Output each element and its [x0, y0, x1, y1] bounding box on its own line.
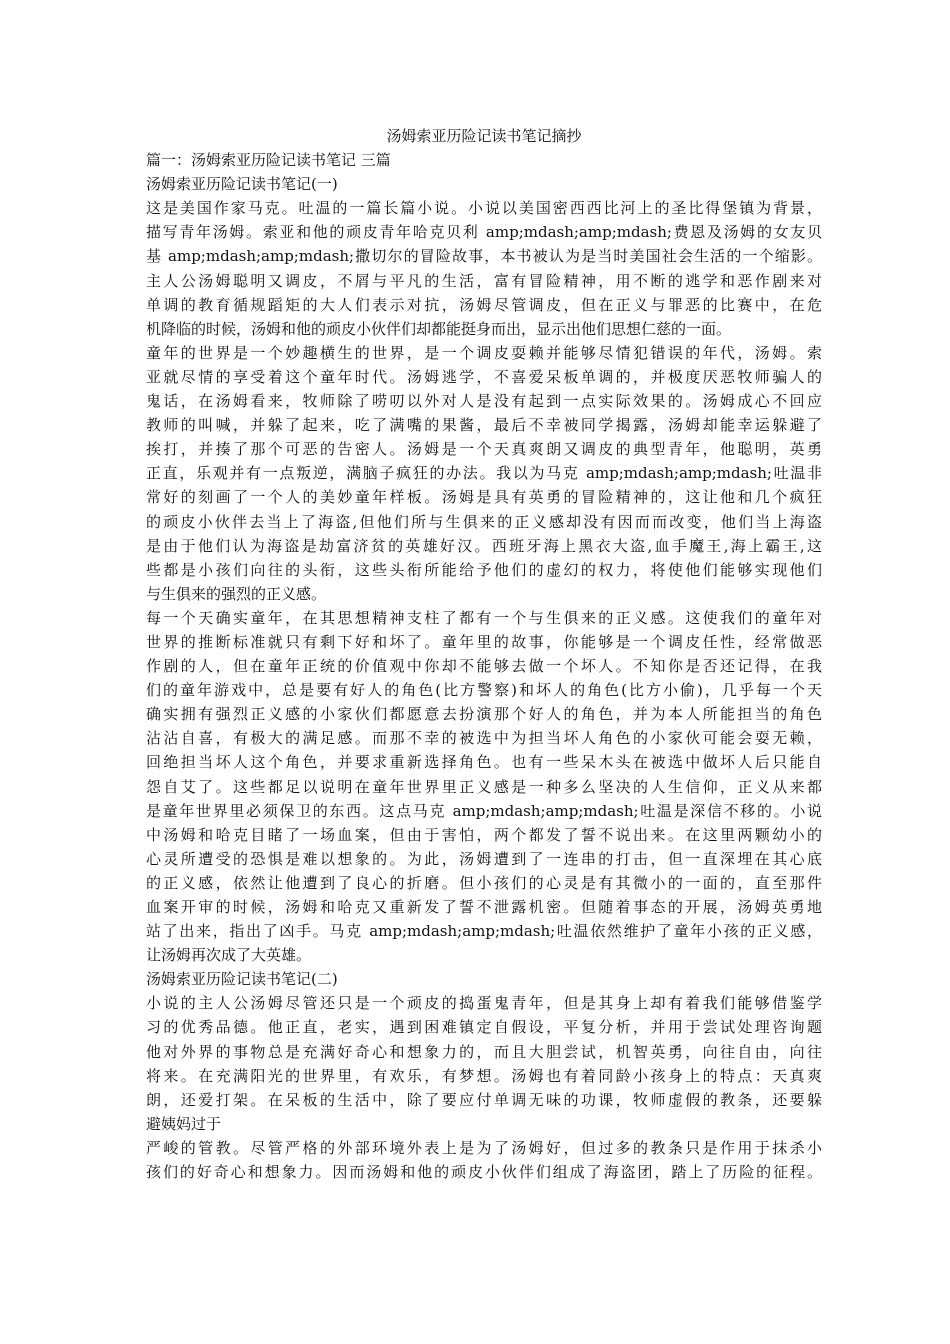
text-line: 将来。在充满阳光的世界里，有欢乐，有梦想。汤姆也有着同龄小孩身上的特点：天真爽 [146, 1066, 822, 1085]
text-line: 小说的主人公汤姆尽管还只是一个顽皮的捣蛋鬼青年，但是其身上却有着我们能够借鉴学 [146, 994, 822, 1013]
text-line: 正直，乐观并有一点叛逆，满脑子疯狂的办法。我以为马克 amp;mdash;amp;mdash;吐温非 [146, 464, 822, 483]
text-line: 血案开审的时候，汤姆和哈克又重新发了誓不泄露机密。但随着事态的开展，汤姆英勇地 [146, 898, 822, 916]
text-line: 篇一：汤姆索亚历险记读书笔记 三篇 [146, 151, 391, 170]
text-line: 怨自艾了。这些都足以说明在童年世界里正义感是一种多么坚决的人生信仰，正义从来都 [146, 777, 822, 796]
text-line: 习的优秀品德。他正直，老实，遇到困难镇定自假设，平复分析，并用于尝试处理咨询题 [146, 1018, 822, 1037]
text-line: 避姨妈过于 [146, 1114, 222, 1133]
text-line: 心灵所遭受的恐惧是难以想象的。为此，汤姆遭到了一连串的打击，但一直深埋在其心底 [146, 849, 822, 868]
text-line: 们的童年游戏中，总是要有好人的角色(比方警察)和坏人的角色(比方小偷)，几乎每一个天 [146, 681, 822, 700]
text-line: 常好的刻画了一个人的美妙童年样板。汤姆是具有英勇的冒险精神的，这让他和几个疯狂 [146, 488, 822, 507]
document-text [146, 148, 822, 1184]
text-line: 确实拥有强烈正义感的小家伙们都愿意去扮演那个好人的角色，并为本人所能担当的角色 [146, 705, 822, 724]
text-line: 童年的世界是一个妙趣横生的世界，是一个调皮耍赖并能够尽情犯错误的年代，汤姆。索 [146, 343, 822, 362]
text-line: 朗，还爱打架。在呆板的生活中，除了要应付单调无味的功课，牧师虚假的教条，还要躲 [146, 1090, 822, 1109]
text-line: 教师的叫喊，并躲了起来，吃了满嘴的果酱，最后不幸被同学揭露，汤姆却能幸运躲避了 [146, 416, 822, 435]
text-line: 中汤姆和哈克目睹了一场血案，但由于害怕，两个都发了誓不说出来。在这里两颗幼小的 [146, 825, 822, 844]
text-line: 机降临的时候，汤姆和他的顽皮小伙伴们却都能挺身而出，显示出他们思想仁慈的一面。 [146, 319, 732, 338]
text-line: 站了出来，指出了凶手。马克 amp;mdash;amp;mdash;吐温依然维护了童年小孩的正义感， [146, 922, 822, 941]
text-line: 的顽皮小伙伴去当上了海盗,但他们所与生俱来的正义感却没有因而而改变，他们当上海盗 [146, 512, 822, 531]
text-line: 描写青年汤姆。索亚和他的顽皮青年哈克贝利 amp;mdash;amp;mdash;费恩及汤姆的女友贝 [146, 223, 822, 242]
text-line: 是由于他们认为海盗是劫富济贫的英雄好汉。西班牙海上黑衣大盗,血手魔王,海上霸王,这 [146, 536, 822, 555]
text-line: 他对外界的事物总是充满好奇心和想象力的，而且大胆尝试，机智英勇，向往自由，向往 [146, 1042, 822, 1061]
text-line: 亚就尽情的享受着这个童年时代。汤姆逃学，不喜爱呆板单调的，并极度厌恶牧师骗人的 [146, 367, 822, 386]
document-title: 汤姆索亚历险记读书笔记摘抄 [386, 127, 582, 145]
text-line: 作剧的人，但在童年正统的价值观中你却不能够去做一个坏人。不知你是否还记得，在我 [146, 657, 822, 676]
text-line: 与生俱来的强烈的正义感。 [146, 584, 327, 603]
text-line: 单调的教育循规蹈矩的大人们表示对抗，汤姆尽管调皮，但在正义与罪恶的比赛中，在危 [146, 295, 822, 314]
text-line: 孩们的好奇心和想象力。因而汤姆和他的顽皮小伙伴们组成了海盗团，踏上了历险的征程。 [146, 1163, 822, 1182]
document-body [146, 124, 822, 1184]
text-line: 是童年世界里必须保卫的东西。这点马克 amp;mdash;amp;mdash;吐温是深信不移的。小说 [146, 801, 822, 820]
text-line: 些都是小孩们向往的头衔，这些头衔所能给予他们的虚幻的权力，将使他们能够实现他们 [146, 560, 822, 579]
text-line: 鬼话，在汤姆看来，牧师除了唠叨以外对人是没有起到一点实际效果的。汤姆成心不回应 [146, 392, 822, 411]
text-line: 挨打，并揍了那个可恶的告密人。汤姆是一个天真爽朗又调皮的典型青年，他聪明，英勇 [146, 440, 822, 459]
text-line: 汤姆索亚历险记读书笔记(二) [146, 970, 338, 989]
text-line: 汤姆索亚历险记读书笔记(一) [146, 175, 338, 194]
text-line: 回绝担当坏人这个角色，并要求重新选择角色。也有一些呆木头在被选中做坏人后只能自 [146, 753, 822, 772]
text-line: 世界的推断标准就只有剩下好和坏了。童年里的故事，你能够是一个调皮任性，经常做恶 [146, 632, 822, 651]
text-line: 严峻的管教。尽管严格的外部环境外表上是为了汤姆好，但过多的教条只是作用于抹杀小 [146, 1138, 822, 1157]
text-line: 让汤姆再次成了大英雄。 [146, 946, 312, 965]
text-line: 主人公汤姆聪明又调皮，不屑与平凡的生活，富有冒险精神，用不断的逃学和恶作剧来对 [146, 271, 822, 290]
text-line: 每一个天确实童年，在其思想精神支柱了都有一个与生俱来的正义感。这使我们的童年对 [146, 608, 822, 627]
text-line: 这是美国作家马克。吐温的一篇长篇小说。小说以美国密西西比河上的圣比得堡镇为背景， [146, 199, 822, 218]
text-line: 沾沾自喜，有极大的满足感。而那不幸的被选中为担当坏人角色的小家伙可能会耍无赖， [146, 729, 822, 748]
text-line: 基 amp;mdash;amp;mdash;撒切尔的冒险故事，本书被认为是当时美国社会生活的一个缩影。 [146, 247, 822, 266]
text-line: 的正义感，依然让他遭到了良心的折磨。但小孩们的心灵是有其微小的一面的，直至那件 [146, 873, 822, 892]
